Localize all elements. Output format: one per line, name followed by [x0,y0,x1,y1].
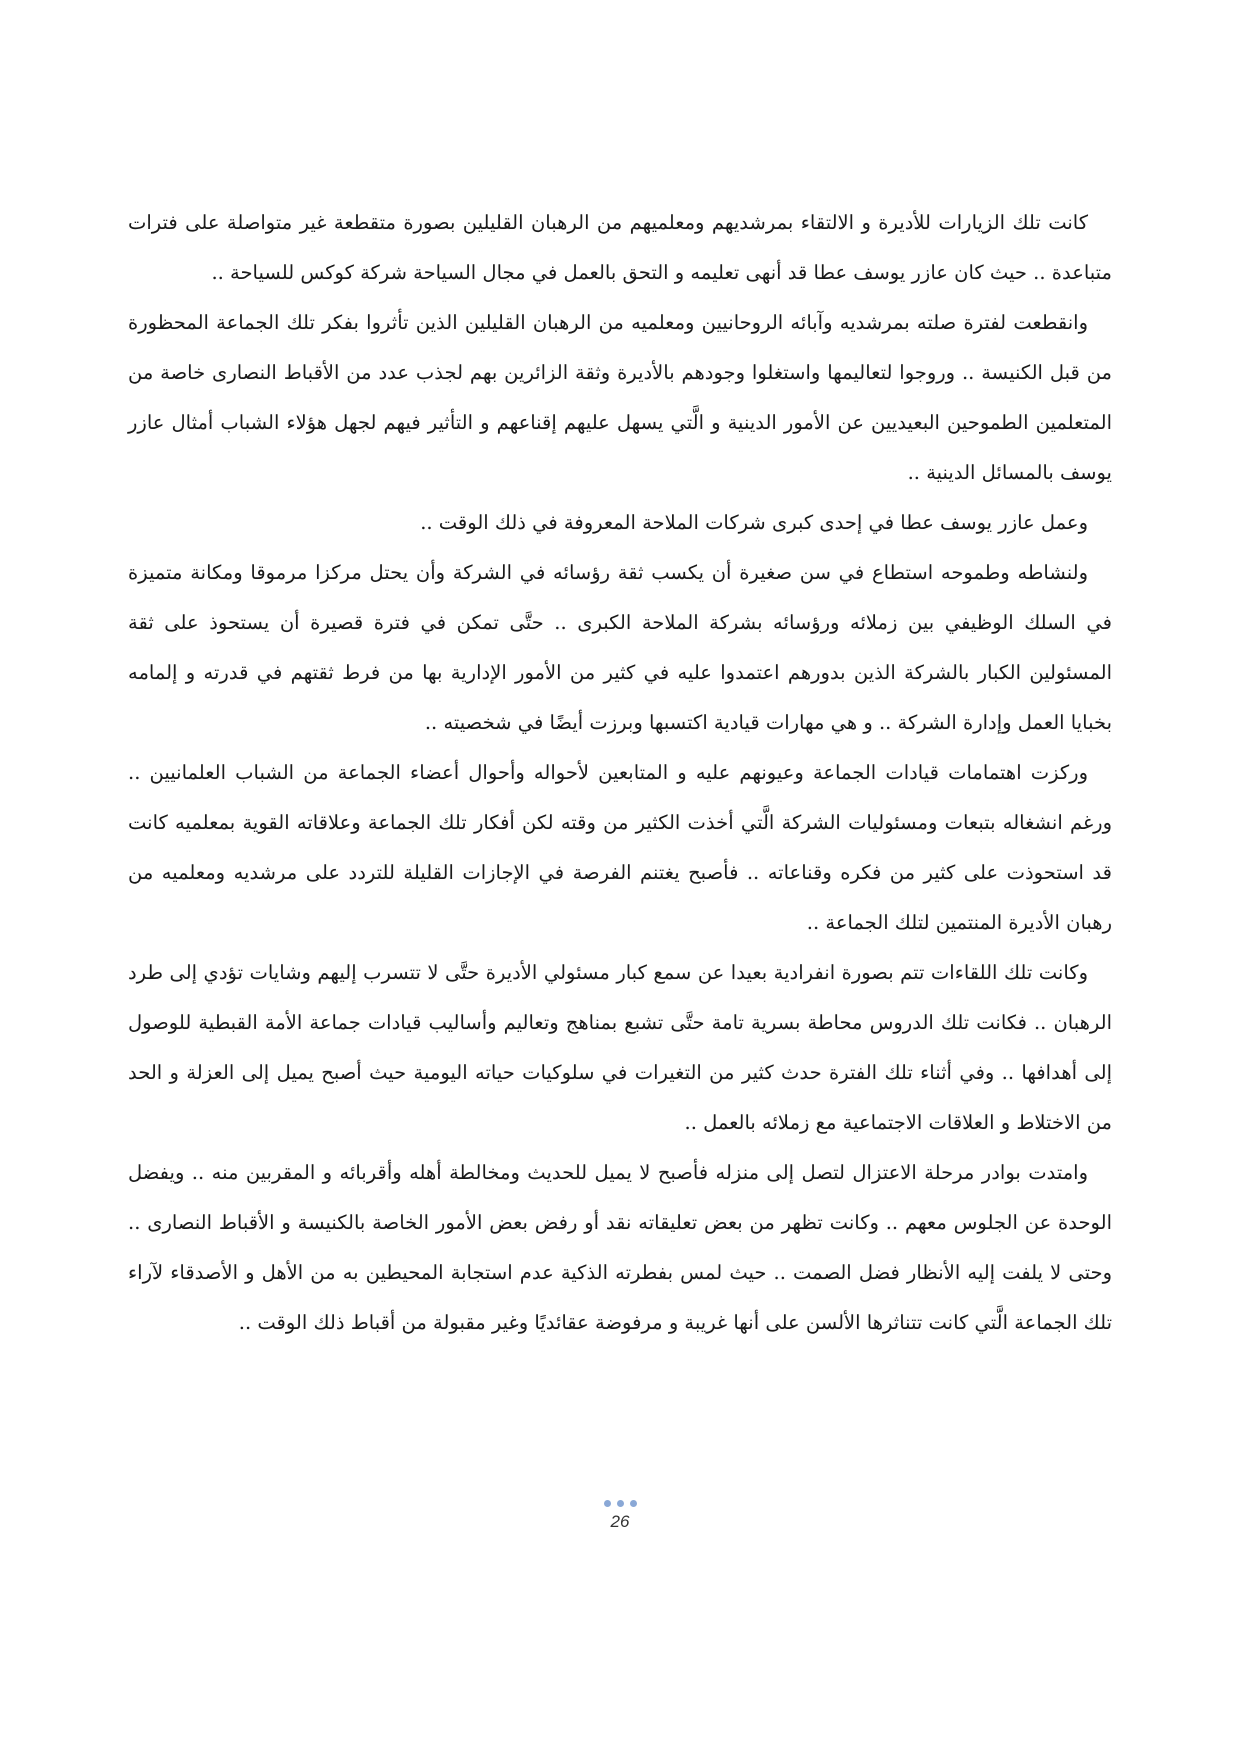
paragraph-2: وانقطعت لفترة صلته بمرشديه وآبائه الروحانيين ومعلميه من الرهبان القليلين الذين تأثروا بفكر تلك الجماعة المحظورة من قبل الكنيسة .. وروجوا لتعاليمها واستغلوا وجودهم بالأديرة وثقة الزائرين بهم لجذب عدد من الأقباط النصارى خاصة من المتعلمين الطموحين البعيديين عن الأمور الدينية و الَّتي يسهل عليهم إقناعهم و التأثير فيهم لجهل هؤلاء الشباب أمثال عازر يوسف بالمسائل الدينية .. [128,311,1112,484]
page-footer [0,1500,1240,1532]
page-ornament-dots [0,1500,1240,1510]
paragraph-3: وعمل عازر يوسف عطا في إحدى كبرى شركات الملاحة المعروفة في ذلك الوقت .. [420,511,1088,534]
paragraph-5: وركزت اهتمامات قيادات الجماعة وعيونهم عليه و المتابعين لأحواله وأحوال أعضاء الجماعة من الشباب العلمانيين .. ورغم انشغاله بتبعات ومسئوليات الشركة الَّتي أخذت الكثير من وقته لكن أفكار تلك الجماعة وعلاقاته القوية بمعلميه كانت قد استحوذت على كثير من فكره وقناعاته .. فأصبح يغتنم الفرصة في الإجازات القليلة للتردد على مرشديه ومعلميه من رهبان الأديرة المنتمين لتلك الجماعة .. [128,761,1112,934]
ornament-dot [617,1500,624,1507]
paragraph-1: كانت تلك الزيارات للأديرة و الالتقاء بمرشديهم ومعلميهم من الرهبان القليلين بصورة متقطعة غير متواصلة على فترات متباعدة .. حيث كان عازر يوسف عطا قد أنهى تعليمه و التحق بالعمل في مجال السياحة شركة كوكس للسياحة .. [128,211,1112,284]
ornament-dot [630,1500,637,1507]
ornament-dot [604,1500,611,1507]
paragraph-6: وكانت تلك اللقاءات تتم بصورة انفرادية بعيدا عن سمع كبار مسئولي الأديرة حتَّى لا تتسرب إليهم وشايات تؤدي إلى طرد الرهبان .. فكانت تلك الدروس محاطة بسرية تامة حتَّى تشبع بمناهج وتعاليم وأساليب قيادات جماعة الأمة القبطية للوصول إلى أهدافها .. وفي أثناء تلك الفترة حدث كثير من التغيرات في سلوكيات حياته اليومية حيث أصبح يميل إلى العزلة و الحد من الاختلاط و العلاقات الاجتماعية مع زملائه بالعمل .. [128,961,1112,1134]
paragraph-4: ولنشاطه وطموحه استطاع في سن صغيرة أن يكسب ثقة رؤسائه في الشركة وأن يحتل مركزا مرموقا ومكانة متميزة في السلك الوظيفي بين زملائه ورؤسائه بشركة الملاحة الكبرى .. حتَّى تمكن في فترة قصيرة أن يستحوذ على ثقة المسئولين الكبار بالشركة الذين بدورهم اعتمدوا عليه في كثير من الأمور الإدارية بها من فرط ثقتهم في قدرته و إلمامه بخبايا العمل وإدارة الشركة .. و هي مهارات قيادية اكتسبها وبرزت أيضًا في شخصيته .. [128,561,1112,734]
document-body [128,198,1112,1348]
page-number: 26 [610,1512,630,1531]
paragraph-7: وامتدت بوادر مرحلة الاعتزال لتصل إلى منزله فأصبح لا يميل للحديث ومخالطة أهله وأقربائه و المقربين منه .. ويفضل الوحدة عن الجلوس معهم .. وكانت تظهر من بعض تعليقاته نقد أو رفض بعض الأمور الخاصة بالكنيسة و الأقباط النصارى .. وحتى لا يلفت إليه الأنظار فضل الصمت .. حيث لمس بفطرته الذكية عدم استجابة المحيطين به من الأهل و الأصدقاء لآراء تلك الجماعة الَّتي كانت تتناثرها الألسن على أنها غريبة و مرفوضة عقائديًا وغير مقبولة من أقباط ذلك الوقت .. [128,1161,1112,1334]
